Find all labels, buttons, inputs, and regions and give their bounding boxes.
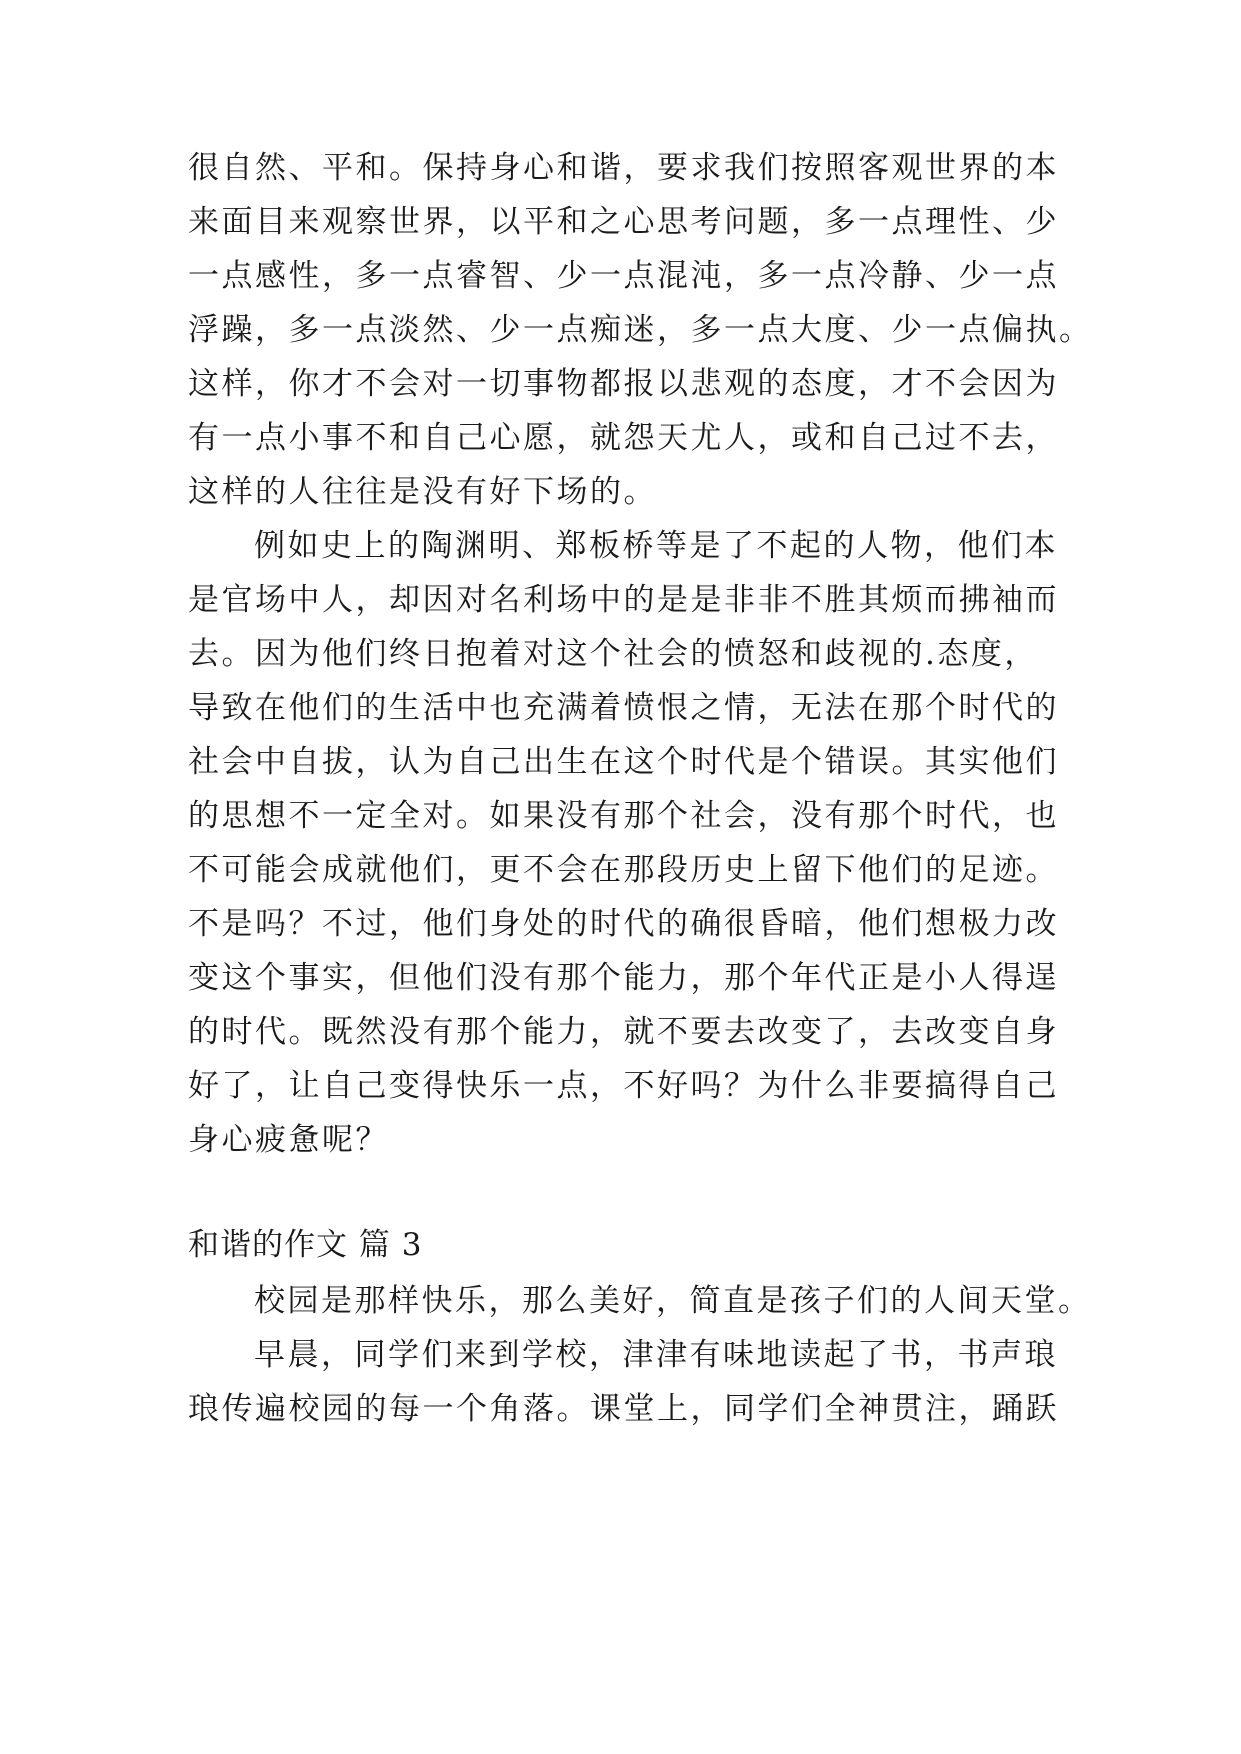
paragraph-2-line: 去。因为他们终日抱着对这个社会的愤怒和歧视的.态度， <box>188 636 1038 672</box>
paragraph-1-line: 一点感性，多一点睿智、少一点混沌，多一点冷静、少一点 <box>188 258 1059 294</box>
paragraph-2-line: 不可能会成就他们，更不会在那段历史上留下他们的足迹。 <box>188 852 1059 888</box>
paragraph-2-line: 身心疲惫呢？ <box>188 1122 389 1158</box>
paragraph-2-line: 导致在他们的生活中也充满着愤恨之情，无法在那个时代的 <box>188 690 1059 726</box>
paragraph-1-line: 这样的人往往是没有好下场的。 <box>188 474 657 510</box>
paragraph-4-line: 早晨，同学们来到学校，津津有味地读起了书，书声琅 <box>254 1337 1058 1373</box>
paragraph-1-line: 来面目来观察世界，以平和之心思考问题，多一点理性、少 <box>188 204 1059 240</box>
paragraph-2-line: 好了，让自己变得快乐一点，不好吗？为什么非要搞得自己 <box>188 1068 1059 1104</box>
paragraph-4-line: 琅传遍校园的每一个角落。课堂上，同学们全神贯注，踊跃 <box>188 1391 1059 1427</box>
paragraph-2-line: 的时代。既然没有那个能力，就不要去改变了，去改变自身 <box>188 1014 1059 1050</box>
paragraph-2-line: 社会中自拔，认为自己出生在这个时代是个错误。其实他们 <box>188 744 1059 780</box>
section-heading: 和谐的作文 篇 3 <box>188 1227 423 1263</box>
paragraph-2-line: 是官场中人，却因对名利场中的是是非非不胜其烦而拂袖而 <box>188 582 1059 618</box>
paragraph-2-line: 不是吗？不过，他们身处的时代的确很昏暗，他们想极力改 <box>188 906 1059 942</box>
paragraph-3-line: 校园是那样快乐，那么美好，简直是孩子们的人间天堂。 <box>254 1283 1092 1319</box>
paragraph-1-line: 很自然、平和。保持身心和谐，要求我们按照客观世界的本 <box>188 150 1059 186</box>
paragraph-1-line: 这样，你才不会对一切事物都报以悲观的态度，才不会因为 <box>188 366 1059 402</box>
paragraph-1-line: 浮躁，多一点淡然、少一点痴迷，多一点大度、少一点偏执。 <box>188 312 1093 348</box>
paragraph-2-line: 变这个事实，但他们没有那个能力，那个年代正是小人得逞 <box>188 960 1059 996</box>
paragraph-2-line: 例如史上的陶渊明、郑板桥等是了不起的人物，他们本 <box>254 528 1058 564</box>
paragraph-1-line: 有一点小事不和自己心愿，就怨天尤人，或和自己过不去， <box>188 420 1059 456</box>
paragraph-2-line: 的思想不一定全对。如果没有那个社会，没有那个时代，也 <box>188 798 1059 834</box>
